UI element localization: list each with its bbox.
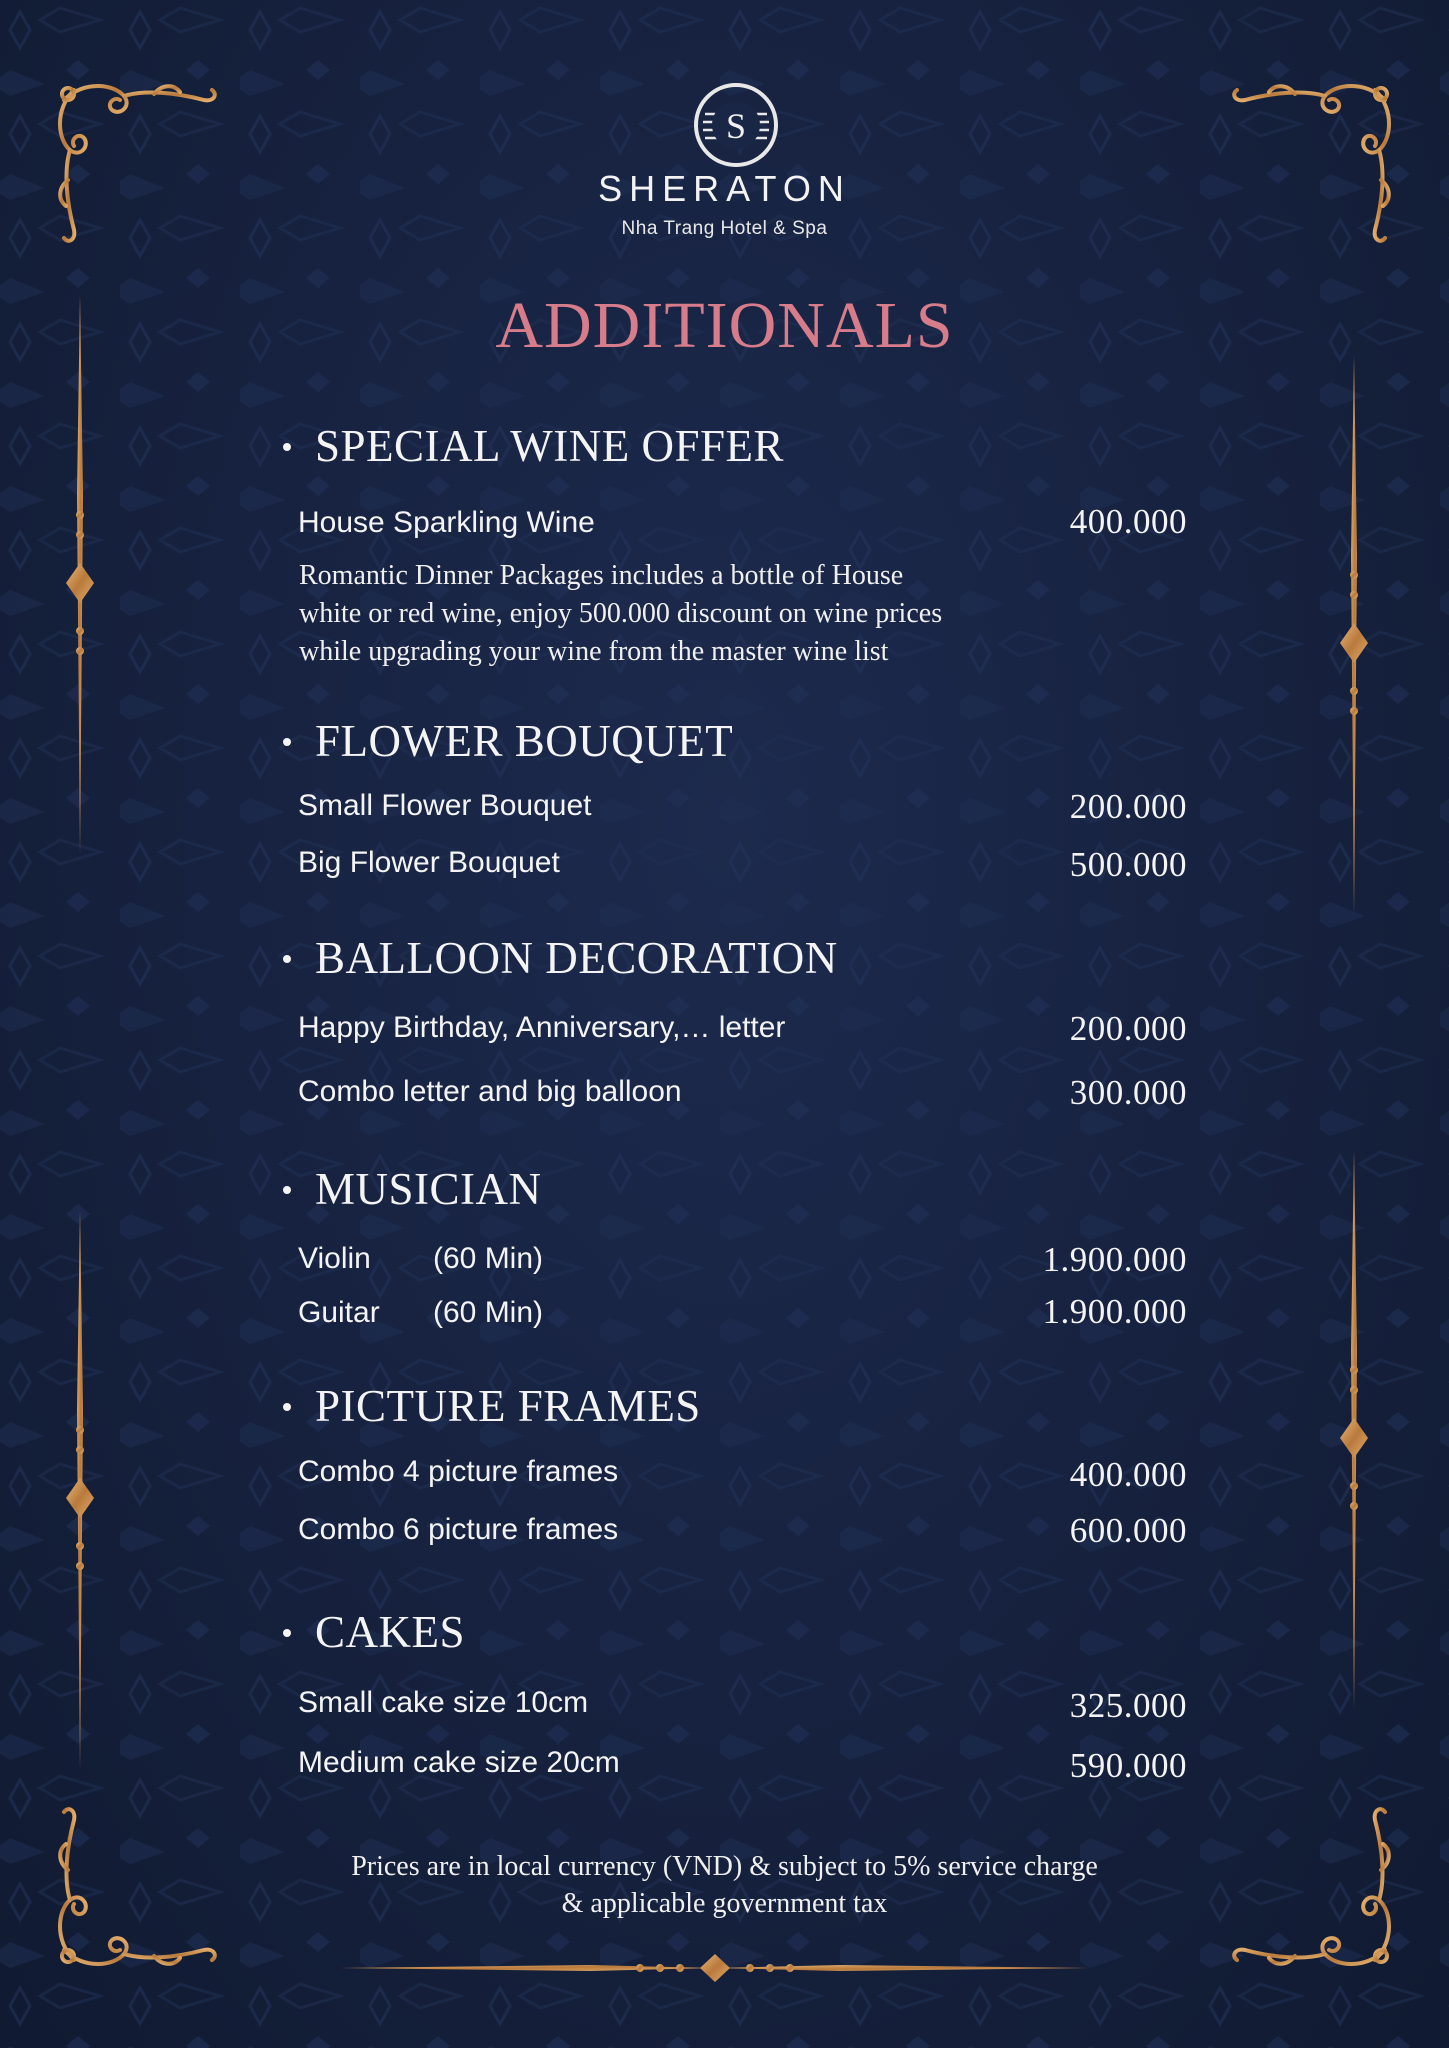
menu-item-duration: (60 Min) [433,1296,544,1329]
section-heading-cakes: CAKES [283,1606,465,1658]
menu-item-name: Violin [298,1242,371,1275]
menu-item-price: 600.000 [1069,1511,1187,1550]
gold-divider-icon [1332,1150,1376,1710]
section-heading-wine: SPECIAL WINE OFFER [283,420,784,472]
gold-divider-icon [58,295,102,855]
menu-item-name: Combo letter and big balloon [298,1075,682,1108]
menu-item-price: 1.900.000 [1042,1240,1187,1279]
menu-item-name: Big Flower Bouquet [298,846,560,879]
menu-item-price: 300.000 [1069,1073,1187,1112]
bullet-dot-icon [283,1403,291,1411]
price-disclaimer: Prices are in local currency (VND) & subject to 5% service charge & applicable government tax [351,1851,1098,1919]
section-heading-musician: MUSICIAN [283,1163,542,1215]
bullet-dot-icon [283,1629,291,1637]
bullet-dot-icon [283,1186,291,1194]
gold-divider-icon [58,1210,102,1770]
wine-offer-description: Romantic Dinner Packages includes a bottle of House white or red wine, enjoy 500.000 discount on wine prices while upgrading your wine from the master wine list [299,560,943,667]
menu-item-name: Happy Birthday, Anniversary,… letter [298,1011,786,1044]
menu-item-name: House Sparkling Wine [298,506,595,539]
bullet-dot-icon [283,443,291,451]
brand-name: SHERATON [598,168,851,209]
svg-text:S: S [725,106,747,146]
menu-item-name: Guitar [298,1296,380,1329]
menu-item-price: 200.000 [1069,787,1187,826]
section-heading-frames: PICTURE FRAMES [283,1380,701,1432]
section-heading-flower: FLOWER BOUQUET [283,715,733,767]
page-title: ADDITIONALS [495,289,954,362]
menu-item-price: 1.900.000 [1042,1292,1187,1331]
menu-item-price: 500.000 [1069,845,1187,884]
menu-item-name: Medium cake size 20cm [298,1746,620,1779]
sheraton-logo-icon [689,78,783,172]
menu-item-name: Small Flower Bouquet [298,789,592,822]
menu-item-price: 400.000 [1069,1455,1187,1494]
bullet-dot-icon [283,738,291,746]
gold-divider-icon [340,1948,1090,1988]
section-heading-balloon: BALLOON DECORATION [283,932,838,984]
menu-item-name: Small cake size 10cm [298,1686,589,1719]
menu-item-price: 200.000 [1069,1009,1187,1048]
bullet-dot-icon [283,955,291,963]
menu-item-price: 325.000 [1069,1686,1187,1725]
menu-item-duration: (60 Min) [433,1242,544,1275]
brand-subtitle: Nha Trang Hotel & Spa [621,218,828,239]
menu-item-name: Combo 4 picture frames [298,1455,619,1488]
gold-divider-icon [1332,355,1376,915]
menu-item-price: 590.000 [1069,1746,1187,1785]
menu-item-price: 400.000 [1069,502,1187,541]
menu-item-name: Combo 6 picture frames [298,1513,619,1546]
